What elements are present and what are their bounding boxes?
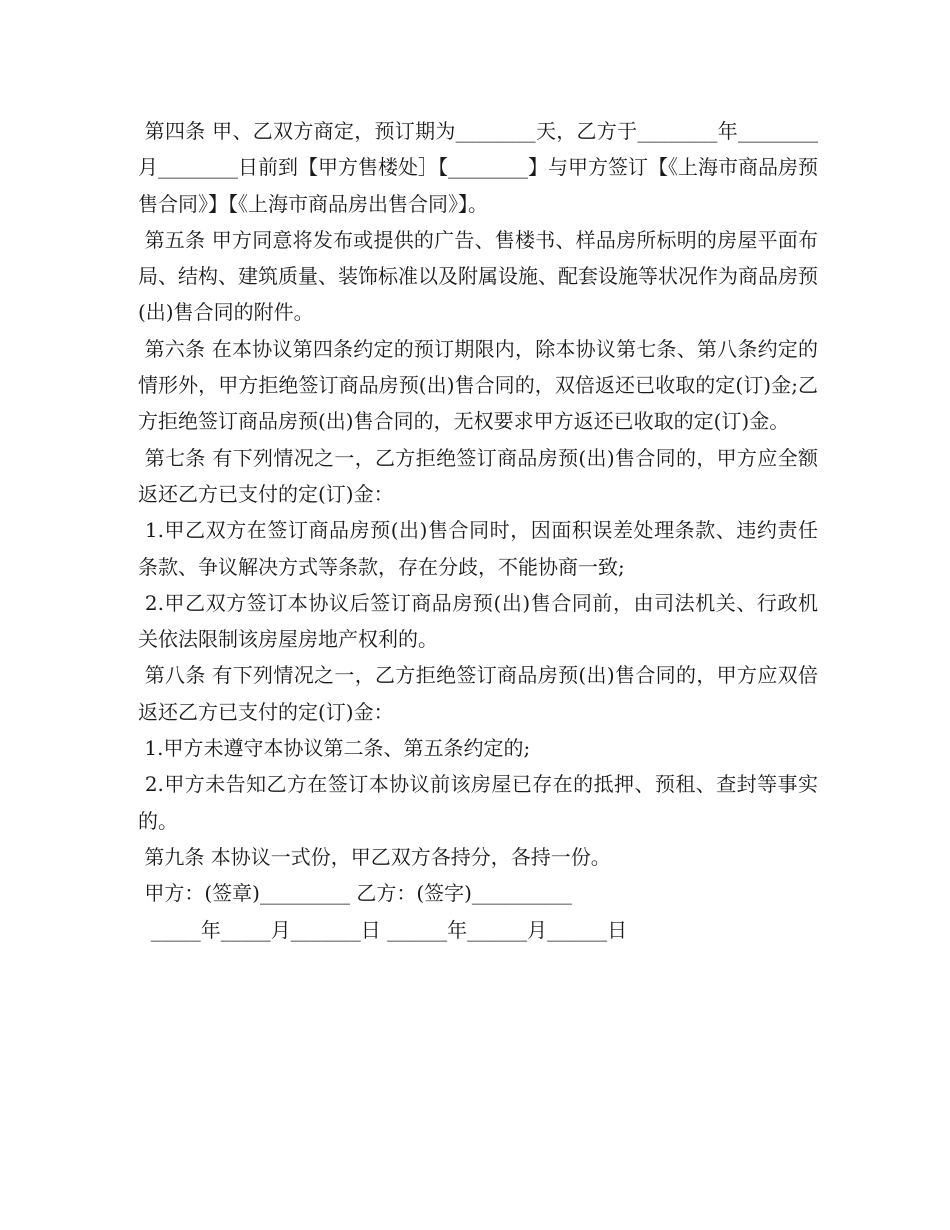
article-8-item-2: 2.甲方未告知乙方在签订本协议前该房屋已存在的抵押、预租、查封等事实的。 [138, 772, 819, 833]
article-5: 第五条 甲方同意将发布或提供的广告、售楼书、样品房所标明的房屋平面布局、结构、建筑质量、装饰标准以及附属设施、配套设施等状况作为商品房预(出)售合同的附件。 [138, 227, 819, 325]
article-7-item-1: 1.甲乙双方在签订商品房预(出)售合同时，因面积误差处理条款、违约责任条款、争议解决方式等条款，存在分歧，不能协商一致; [138, 518, 819, 579]
article-8: 第八条 有下列情况之一，乙方拒绝签订商品房预(出)售合同的，甲方应双倍返还乙方已支付的定(订)金： [138, 663, 819, 724]
article-4: 第四条 甲、乙双方商定，预订期为________天，乙方于________年________月________日前到【甲方售楼处］【________】与甲方签订【《上海市商品房预售合同》】【《上海市商品房出售合同》】。 [138, 119, 819, 216]
article-8-item-1: 1.甲方未遵守本协议第二条、第五条约定的; [138, 736, 531, 761]
contract-body [138, 113, 818, 948]
article-7-item-2: 2.甲乙双方签订本协议后签订商品房预(出)售合同前，由司法机关、行政机关依法限制该房屋房地产权利的。 [138, 590, 819, 652]
signature-line: 甲方：(签章)_________ 乙方：(签字)__________ [138, 881, 572, 906]
article-9: 第九条 本协议一式份，甲乙双方各持分，各持一份。 [138, 844, 611, 869]
article-6: 第六条 在本协议第四条约定的预订期限内，除本协议第七条、第八条约定的情形外，甲方拒绝签订商品房预(出)售合同的，双倍返还已收取的定(订)金;乙方拒绝签订商品房预(出)售合同的，无权要求甲方返还已收取的定(订)金。 [138, 336, 819, 434]
date-line: _____年_____月_______日 ______年______月______日 [138, 917, 628, 942]
article-7: 第七条 有下列情况之一，乙方拒绝签订商品房预(出)售合同的，甲方应全额返还乙方已支付的定(订)金： [138, 445, 819, 506]
